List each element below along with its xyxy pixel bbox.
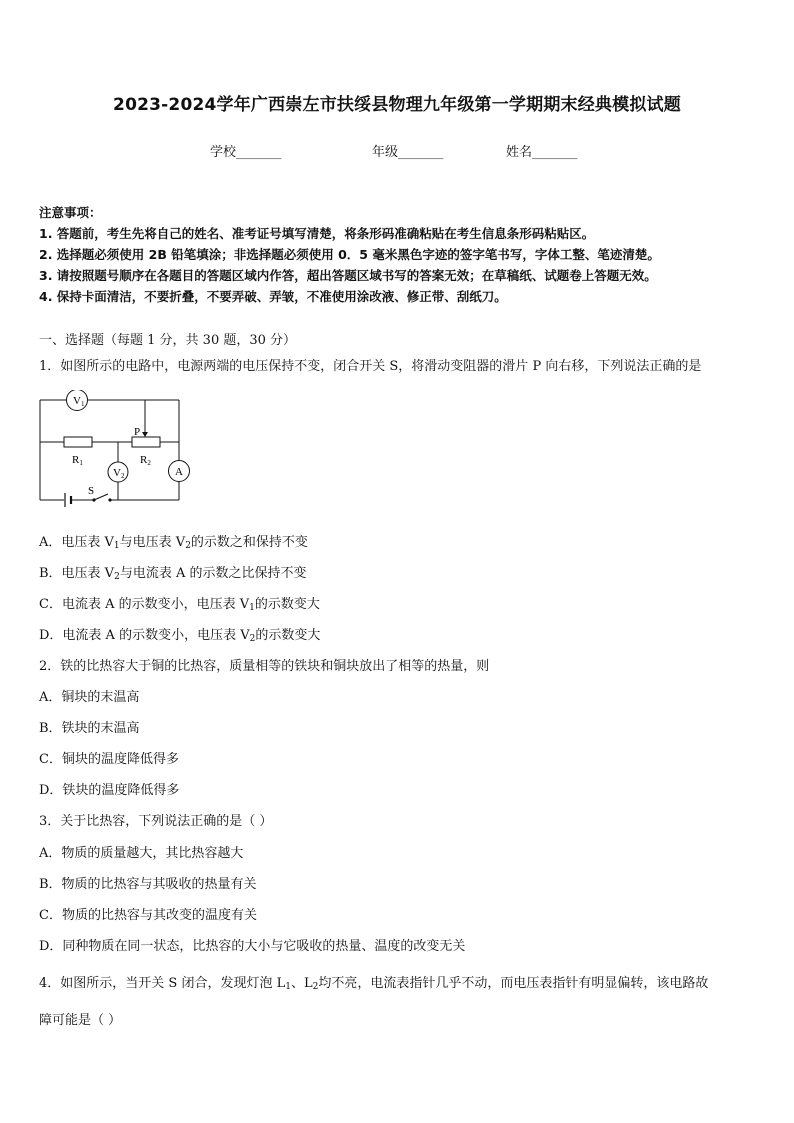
notice-item: 1. 答题前，考生先将自己的姓名、准考证号填写清楚，将条形码准确粘贴在考生信息条形码粘贴区。 <box>39 226 595 241</box>
question-2-option: B．铁块的末温高 <box>39 721 140 736</box>
question-1-option: A．电压表 $V_1$与电压表 $V_2$的示数之和保持不变 <box>39 535 308 551</box>
school-field: 学校_______ <box>210 145 282 160</box>
question-4-stem: 4．如图所示，当开关 S 闭合，发现灯泡 $L_1$、$L_2$均不亮，电流表指针几乎不动，而电压表指针有明显偏转，该电路故 <box>39 976 709 992</box>
question-2-option: C．铜块的温度降低得多 <box>39 752 179 767</box>
question-1-option: D．电流表 A 的示数变小，电压表 $V_2$的示数变大 <box>39 628 321 644</box>
slider-label: P <box>134 426 141 438</box>
circuit-diagram <box>36 390 196 510</box>
page-title: 2023-2024学年广西崇左市扶绥县物理九年级第一学期期末经典模拟试题 <box>113 95 681 115</box>
question-3-option: B．物质的比热容与其吸收的热量有关 <box>39 877 257 892</box>
voltmeter-v2-label: V2 <box>113 467 125 480</box>
notice-item: 2. 选择题必须使用 2B 铅笔填涂；非选择题必须使用 0．5 毫米黑色字迹的签字笔书写，字体工整、笔迹清楚。 <box>39 247 660 262</box>
notice-item: 3. 请按照题号顺序在各题目的答题区域内作答，超出答题区域书写的答案无效；在草稿纸、试题卷上答题无效。 <box>39 268 657 283</box>
slider-arrow-icon <box>142 432 148 437</box>
switch-label: S <box>88 485 95 497</box>
name-field: 姓名_______ <box>506 145 578 160</box>
question-2-option: D．铁块的温度降低得多 <box>39 783 180 798</box>
question-3-stem: 3．关于比热容，下列说法正确的是（ ） <box>39 814 273 829</box>
resistor-r2-label: R2 <box>140 454 151 467</box>
notice-item: 4. 保持卡面清洁，不要折叠，不要弄破、弄皱，不准使用涂改液、修正带、刮纸刀。 <box>39 289 507 304</box>
resistor-r1-label: R1 <box>72 454 83 467</box>
section-heading: 一、选择题（每题 1 分，共 30 题，30 分） <box>39 333 297 348</box>
question-2-stem: 2．铁的比热容大于铜的比热容，质量相等的铁块和铜块放出了相等的热量，则 <box>39 659 490 674</box>
question-4-stem-continued: 障可能是（ ） <box>39 1013 122 1028</box>
grade-field: 年级_______ <box>372 145 444 160</box>
question-1-option: C．电流表 A 的示数变小，电压表 $V_1$的示数变大 <box>39 597 320 613</box>
question-2-option: A．铜块的末温高 <box>39 690 140 705</box>
ammeter-label: A <box>175 466 183 478</box>
question-3-option: D．同种物质在同一状态，比热容的大小与它吸收的热量、温度的改变无关 <box>39 939 466 954</box>
question-1-option: B．电压表 $V_2$与电流表 A 的示数之比保持不变 <box>39 566 307 582</box>
notice-heading: 注意事项： <box>39 205 102 220</box>
question-1-stem: 1．如图所示的电路中，电源两端的电压保持不变，闭合开关 S，将滑动变阻器的滑片 P 向右移，下列说法正确的是 <box>39 359 702 374</box>
question-3-option: C．物质的比热容与其改变的温度有关 <box>39 908 257 923</box>
voltmeter-v1-label: V1 <box>73 395 85 408</box>
question-3-option: A．物质的质量越大，其比热容越大 <box>39 846 244 861</box>
